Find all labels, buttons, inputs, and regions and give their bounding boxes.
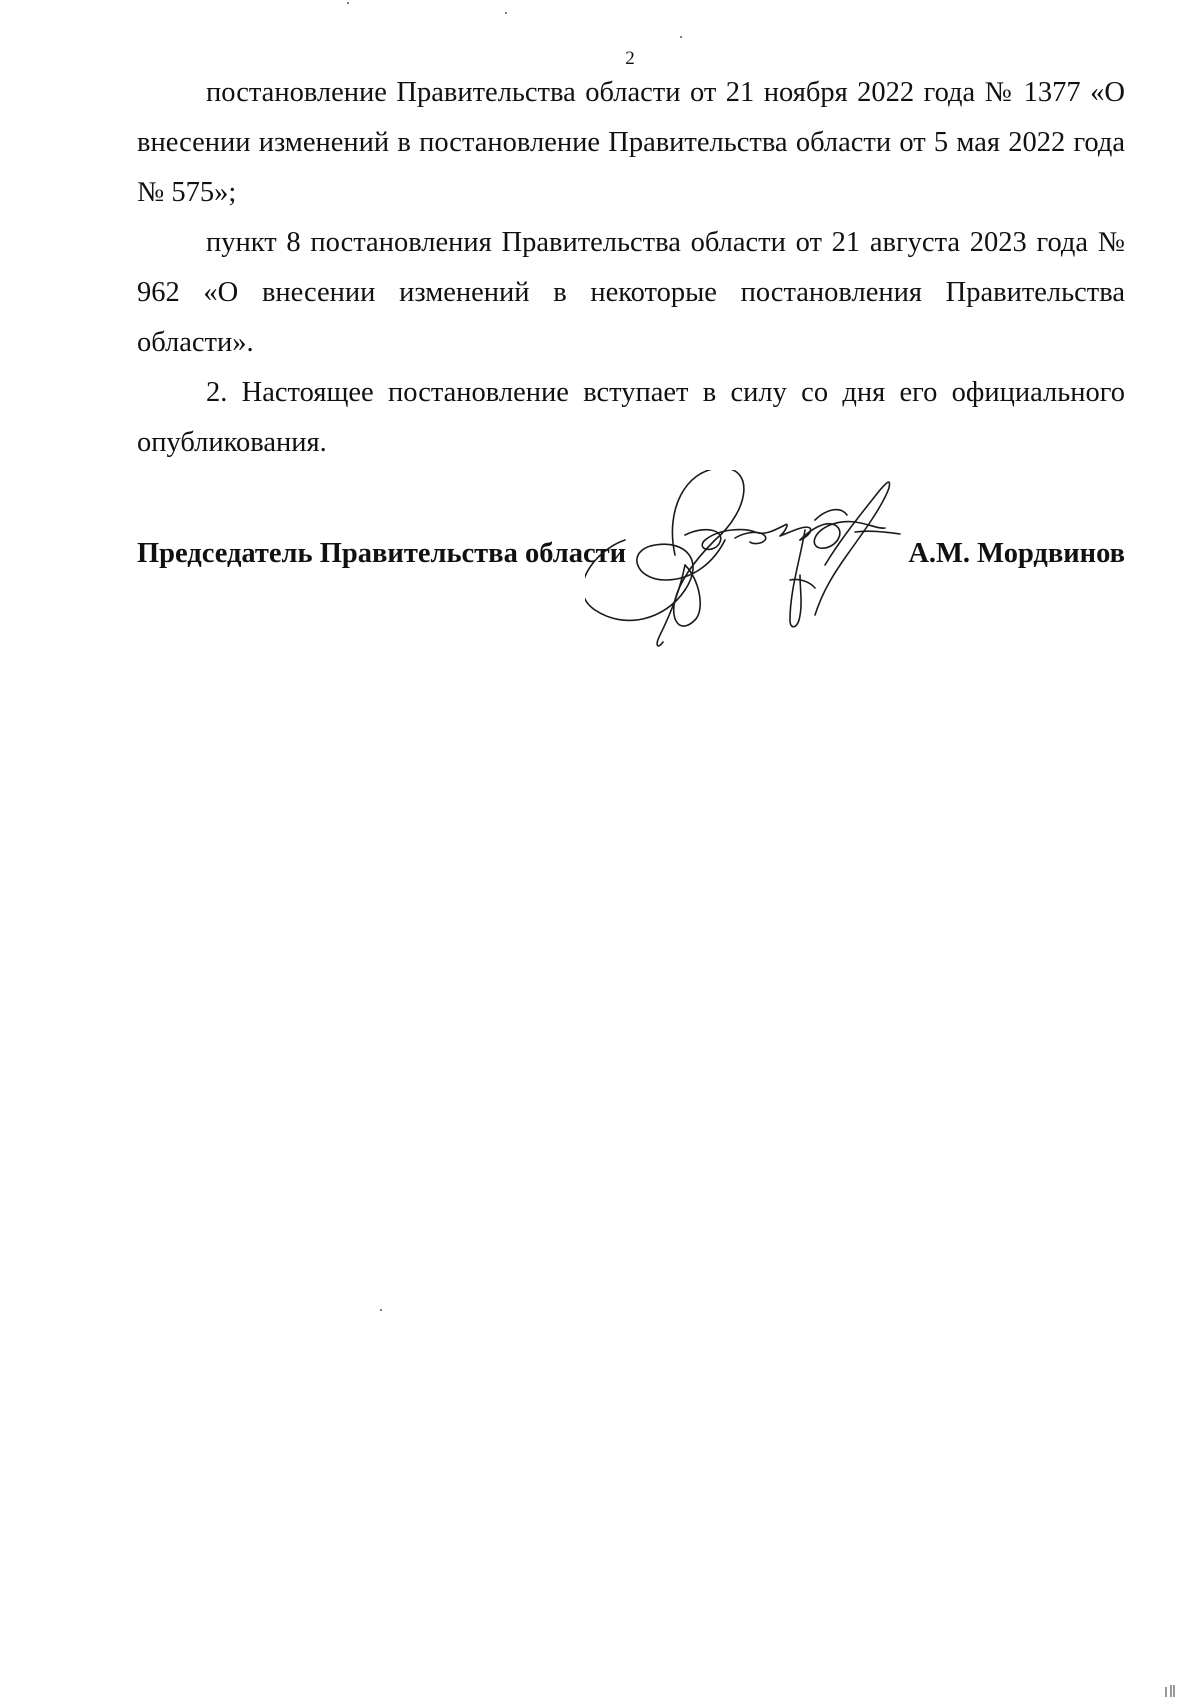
paragraph-entry-into-force: 2. Настоящее постановление вступает в силу со дня его официального опубликования. [137, 377, 1125, 458]
signer-name: А.М. Мордвинов [908, 538, 1125, 569]
scan-speck [505, 12, 507, 14]
scan-speck [347, 2, 349, 4]
page-number: 2 [625, 48, 635, 69]
handwritten-signature [585, 470, 945, 670]
paragraph-resolution-962: пункт 8 постановления Правительства области от 21 августа 2023 года № 962 «О внесении изменений в некоторые постановления Правительства области». [137, 227, 1125, 358]
document-body [137, 68, 1125, 468]
scan-edge-mark [1162, 1685, 1192, 1697]
scan-speck [380, 1309, 382, 1311]
paragraph-resolution-1377: постановление Правительства области от 21 ноября 2022 года № 1377 «О внесении изменений в постановление Правительства области от 5 мая 2022 года № 575»; [137, 77, 1125, 208]
signer-position: Председатель Правительства области [137, 538, 627, 569]
scan-speck [680, 36, 682, 38]
